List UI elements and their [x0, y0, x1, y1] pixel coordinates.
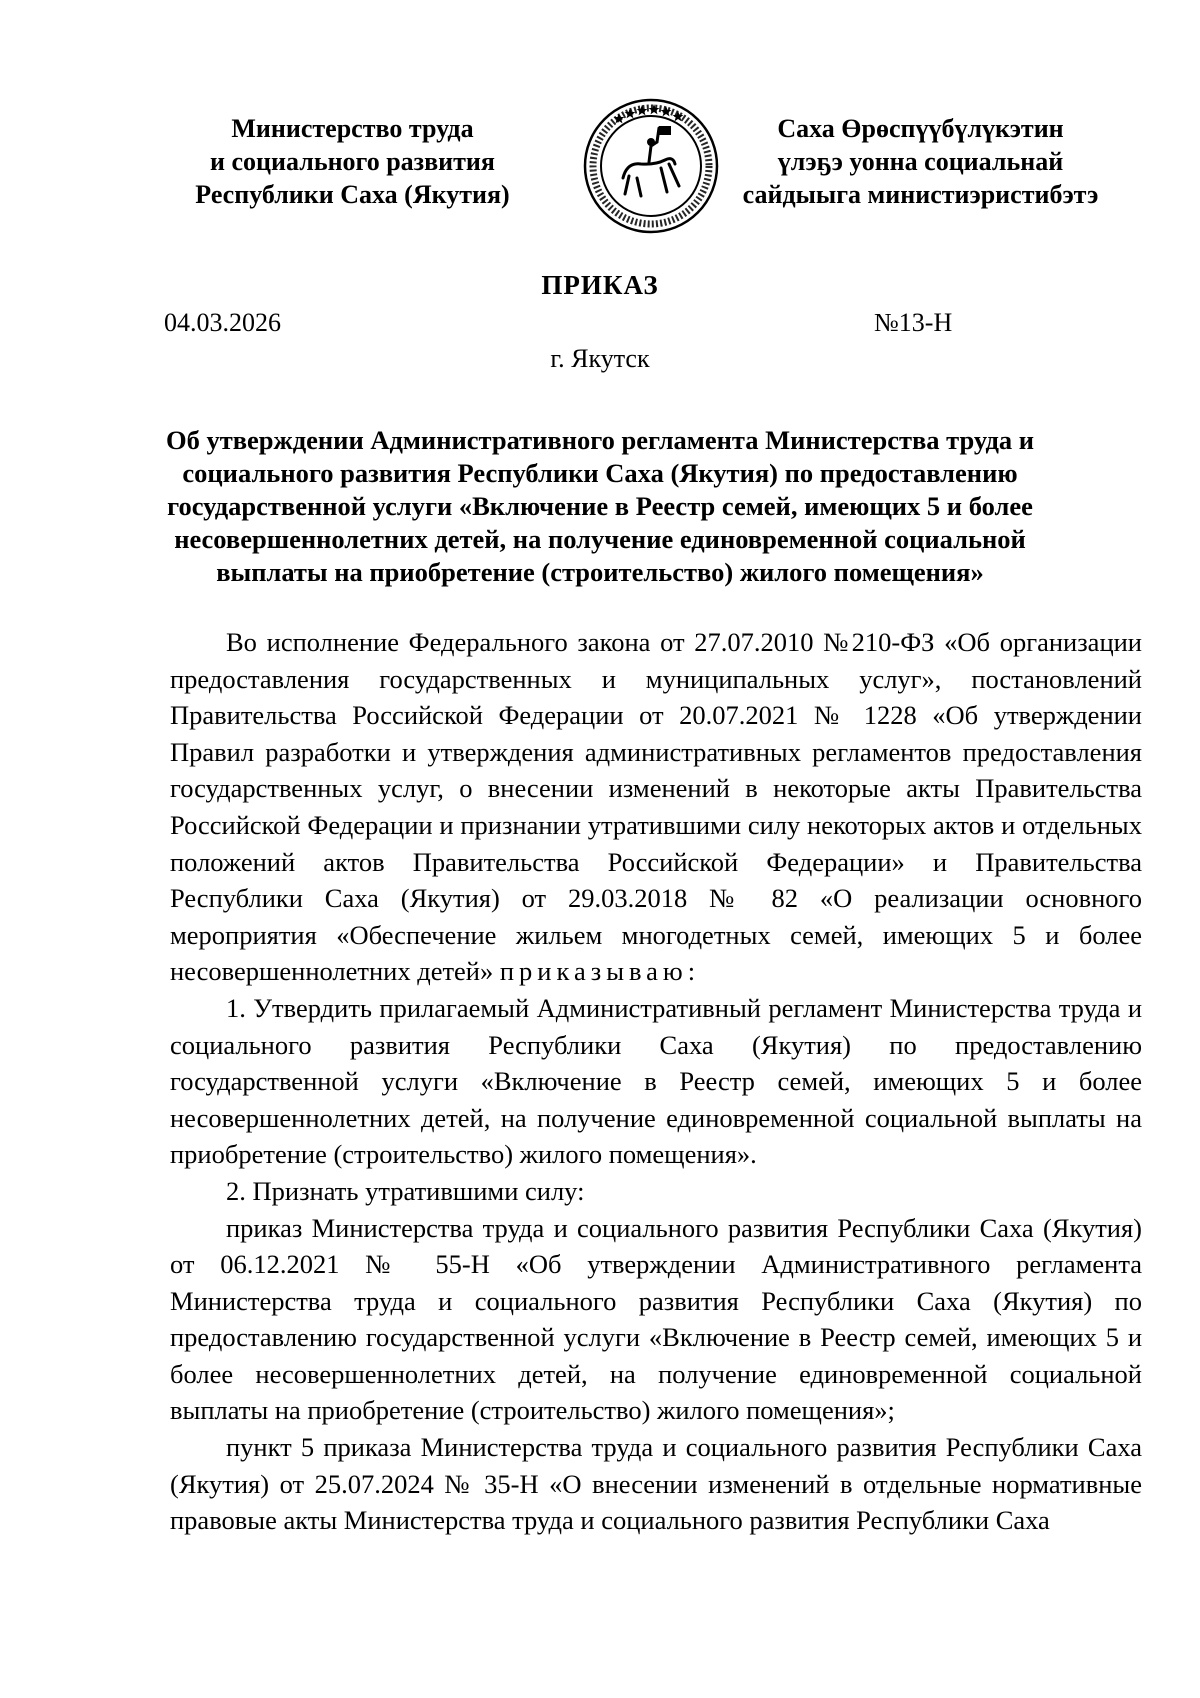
coat-of-arms-icon: [583, 98, 719, 234]
repealed-order-paragraph: приказ Министерства труда и социального развития Республики Саха (Якутия) от 06.12.2021 № 55-Н «Об утверждении Административного регламента Министерства труда и социального развития Республики Саха (Якутия) по предоставлению государственной услуги «Включение в Реестр семей, имеющих 5 и более несовершеннолетних детей, на получение единовременной социальной выплаты на приобретение (строительство) жилого помещения»;: [170, 1212, 1142, 1426]
ministry-name-yakut: [728, 112, 1113, 211]
header-left-line: Министерство труда: [231, 114, 474, 143]
document-title: [150, 424, 1050, 589]
preamble-paragraph: [170, 624, 1142, 990]
header-right-line: Саха Өрөспүүбүлүкэтин: [777, 114, 1064, 143]
document-title-line: государственной услуги «Включение в Реестр семей, имеющих 5 и более: [167, 491, 1033, 521]
document-title-line: несовершеннолетних детей, на получение единовременной социальной: [174, 524, 1026, 554]
ministry-name-russian: [170, 112, 535, 211]
document-body: [170, 624, 1142, 1539]
clause-1-paragraph: 1. Утвердить прилагаемый Административный регламент Министерства труда и социального развития Республики Саха (Якутия) по предоставлению государственной услуги «Включение в Реестр семей, имеющих 5 и более несовершеннолетних детей, на получение единовременной социальной выплаты на приобретение (строительство) жилого помещения».: [170, 992, 1142, 1170]
order-number: №13-Н: [874, 308, 953, 337]
document-title-line: социального развития Республики Саха (Якутия) по предоставлению: [182, 458, 1018, 488]
header-left-line: Республики Саха (Якутия): [195, 180, 510, 209]
header-right-line: сайдыыга министиэристибэтэ: [742, 180, 1099, 209]
repealed-clause-paragraph: пункт 5 приказа Министерства труда и социального развития Республики Саха (Якутия) от 25.07.2024 № 35-Н «О внесении изменений в отдельные нормативные правовые акты Министерства труда и социального развития Республики Саха: [170, 1432, 1142, 1536]
header-left-line: и социального развития: [210, 147, 495, 176]
order-date: 04.03.2026: [164, 308, 281, 337]
order-verb: приказываю:: [499, 956, 701, 987]
clause-2-paragraph: 2. Признать утратившими силу:: [226, 1175, 585, 1206]
document-title-line: выплаты на приобретение (строительство) жилого помещения»: [216, 557, 984, 587]
order-city: г. Якутск: [550, 344, 650, 373]
document-title-line: Об утверждении Административного регламента Министерства труда и: [165, 425, 1035, 455]
order-title: ПРИКАЗ: [541, 270, 659, 300]
header-right-line: үлэҕэ уонна социальнай: [777, 147, 1064, 176]
preamble-text: Во исполнение Федерального закона от 27.07.2010 №210-ФЗ «Об организации предоставления государственных и муниципальных услуг», постановлений Правительства Российской Федерации от 20.07.2021 № 1228 «Об утверждении Правил разработки и утверждения административных регламентов предоставления государственных услуг, о внесении изменений в некоторые акты Правительства Российской Федерации и признании утратившими силу некоторых актов и отдельных положений актов Правительства Российской Федерации» и Правительства Республики Саха (Якутия) от 29.03.2018 № 82 «О реализации основного мероприятия «Обеспечение жильем многодетных семей, имеющих 5 и более несовершеннолетних детей»: [170, 627, 1142, 987]
